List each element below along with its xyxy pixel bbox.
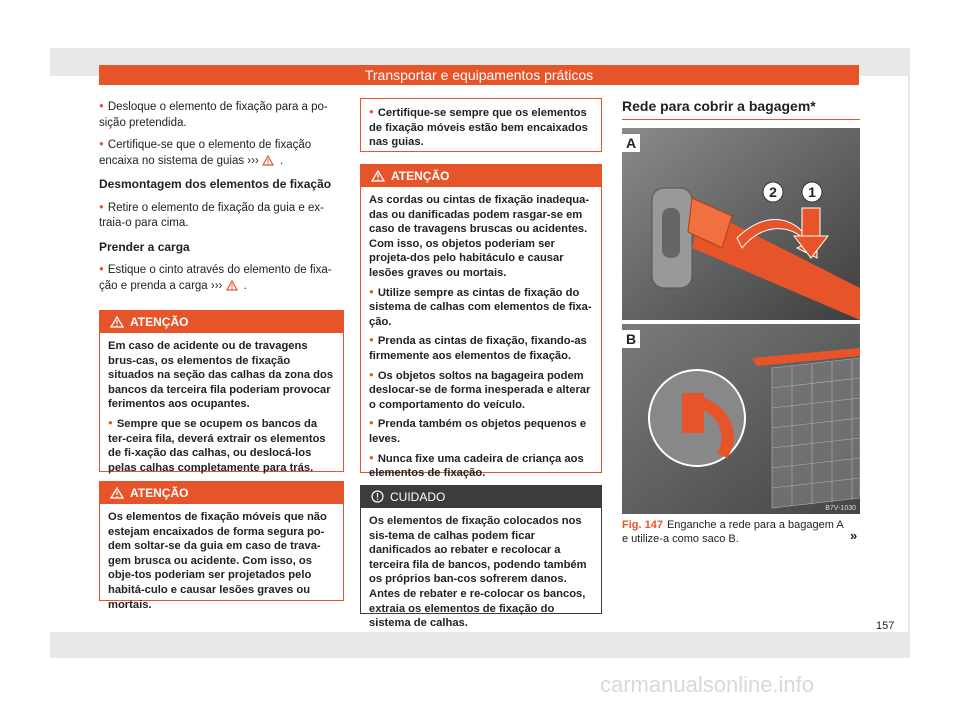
warning-box: [360, 164, 602, 480]
section-subheading: Desmontagem dos elementos de fixação: [99, 177, 332, 191]
warning-box-body: [361, 99, 601, 160]
warning-box-body: [100, 333, 343, 485]
warning-text: Em caso de acidente ou de travagens brus-cas, os elementos de fixação situados na seção das calhas da zona dos bancos da terceira fila poderiam provocar ferimentos aos ocupantes.: [108, 340, 334, 411]
warning-text: Os elementos de fixação móveis que não estejam encaixados de forma segura po-dem soltar-se da guia em caso de trava-gem brusca ou acidente. Com isso, os obje-tos poderiam ser projetados pelo habitá-culo e causar lesões graves ou mortais.: [108, 511, 327, 611]
callout-1: 1: [808, 184, 816, 200]
warning-bullet: ● Os objetos soltos na bagageira podem deslocar-se de forma inesperada e alterar o comportamento do veículo.: [369, 368, 593, 413]
warning-bullet: ● Nunca fixe uma cadeira de criança aos elementos de fixação.: [369, 451, 593, 481]
warning-bullet: ● Prenda também os objetos pequenos e leves.: [369, 416, 593, 446]
caution-box: [360, 485, 602, 630]
warning-bullet: ● Utilize sempre as cintas de fixação do sistema de calhas com elementos de fixa-ção.: [369, 285, 593, 330]
warning-box-header: ATENÇÃO: [100, 311, 343, 333]
info-circle-icon: [371, 490, 384, 503]
figure-label-b: B: [625, 331, 637, 347]
warning-continuation-box: [360, 98, 602, 152]
warning-box: [99, 310, 344, 472]
caution-box-header: CUIDADO: [361, 486, 601, 508]
warning-bullet: ● Prenda as cintas de fixação, fixando-as firmemente aos elementos de fixação.: [369, 333, 593, 363]
warning-bullet: ● Sempre que se ocupem os bancos da ter-ceira fila, deverá extrair os elementos de fi-xação das calhas, ou deslocá-los pelas calhas completamente para trás.: [108, 416, 335, 475]
warning-box: [99, 481, 344, 611]
section-subheading: Prender a carga: [99, 239, 190, 254]
warning-box-header: ATENÇÃO: [100, 482, 343, 504]
caution-text: Os elementos de fixação colocados nos sis-tema de calhas podem ficar danificados ao rebater e recolocar a terceira fila de bancos, podendo também os próprios ban-cos sofrerem danos. Antes de rebater e re-colocar os bancos, extraia os elementos de fixação do sistema de calhas.: [369, 515, 587, 630]
warning-text: As cordas ou cintas de fixação inadequa-das ou danificadas podem rasgar-se em caso de travagens bruscas ou acidentes. Com isso, os objetos poderiam ser projeta-dos pelo habitáculo e causar lesões graves ou mortais.: [369, 194, 590, 279]
figure-caption: [622, 518, 852, 546]
figure-number: Fig. 147: [622, 519, 663, 531]
warning-triangle-icon: [110, 316, 124, 328]
bullet-item-with-warning: ● Estique o cinto através do elemento de fixa-ção e prenda a carga ››› .: [99, 261, 342, 294]
warning-box-body: [361, 187, 601, 491]
figure-147: [622, 128, 860, 514]
section-title: Rede para cobrir a bagagem*: [622, 98, 816, 114]
column-left: [99, 98, 342, 299]
callout-2: 2: [769, 184, 777, 200]
warning-triangle-icon: [262, 155, 274, 166]
caution-box-body: [361, 508, 601, 641]
figure-label-a: A: [625, 135, 637, 151]
continued-marker: »: [850, 528, 858, 543]
title-divider: [622, 119, 860, 120]
watermark: carmanualsonline.info: [600, 672, 815, 697]
bullet-item-with-warning: ● Certifique-se que o elemento de fixação encaixa no sistema de guias ››› .: [99, 136, 342, 169]
luggage-net-illustration: [622, 128, 860, 514]
warning-bullet: ● Certifique-se sempre que os elementos de fixação móveis estão bem encaixados nas guias.: [369, 105, 593, 150]
bullet-item: ● Retire o elemento de fixação da guia e ex-traia-o para cima.: [99, 199, 342, 232]
figure-code: B7V-1030: [825, 505, 856, 512]
warning-box-header: ATENÇÃO: [361, 165, 601, 187]
page-number: 157: [876, 620, 895, 632]
warning-triangle-icon: [371, 170, 385, 182]
chapter-header: Transportar e equipamentos práticos: [99, 65, 859, 85]
figure-caption-text: Enganche a rede para a bagagem A e utilize-a como saco B.: [622, 519, 844, 545]
bullet-item: ● Desloque o elemento de fixação para a po-sição pretendida.: [99, 98, 342, 131]
warning-box-body: [100, 504, 343, 622]
warning-triangle-icon: [226, 280, 238, 291]
warning-triangle-icon: [110, 487, 124, 499]
